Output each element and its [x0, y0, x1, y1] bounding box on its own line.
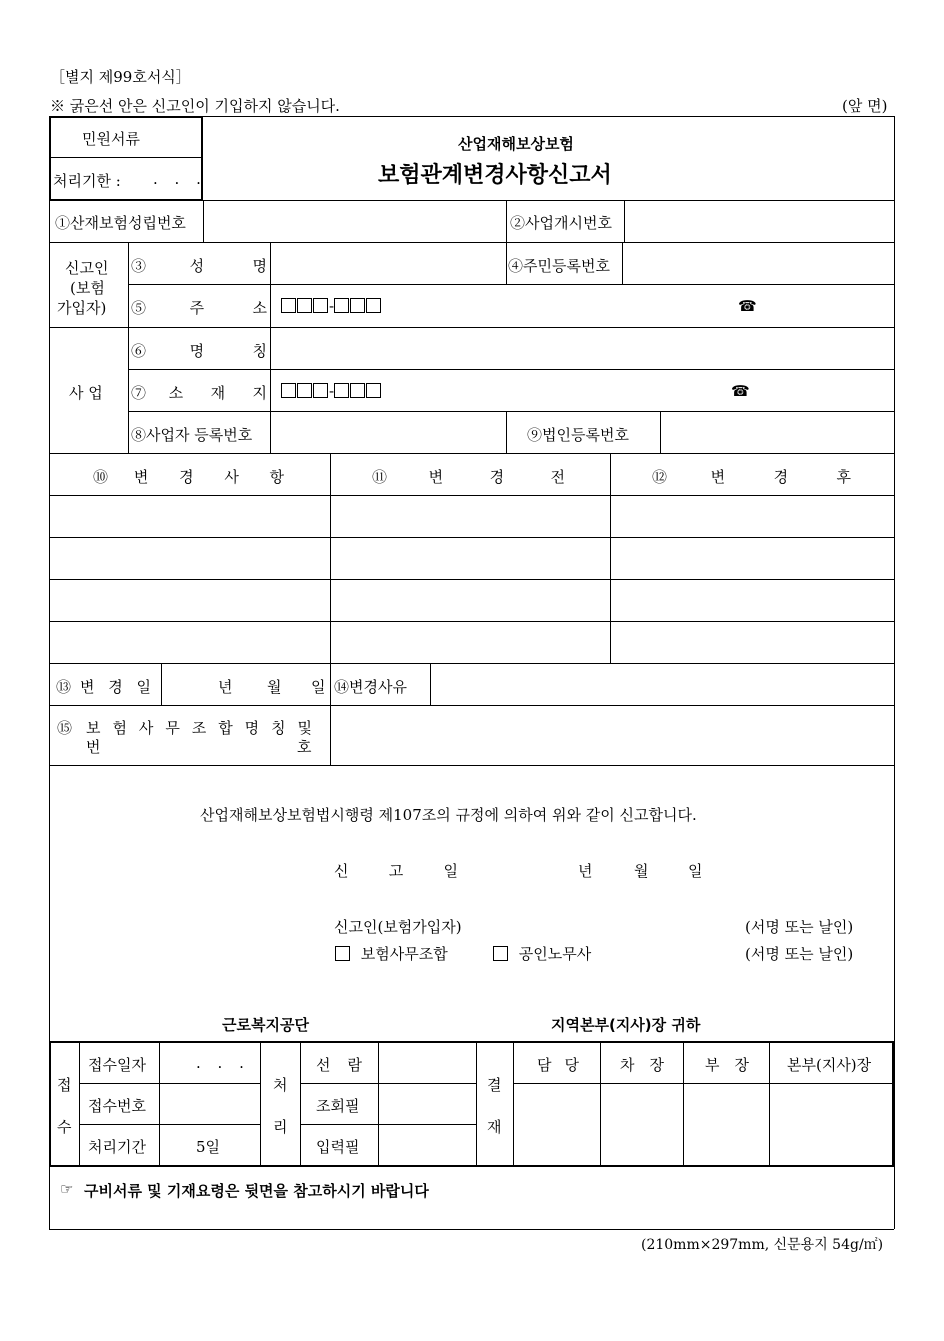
receipt-date-label: 접수일자	[88, 1056, 146, 1074]
reporter-signer-label: 신고인(보험가입자)	[334, 918, 462, 936]
receipt-label-b: 수	[57, 1118, 72, 1136]
business-name-label: ⑥명 칭	[131, 342, 267, 360]
after-change-cell[interactable]	[612, 498, 892, 535]
inquiry-done-label: 조회필	[316, 1097, 360, 1115]
insurance-number-label: ①산재보험성립번호	[55, 214, 186, 232]
approval-label-a: 결	[487, 1076, 502, 1094]
insurance-number-field[interactable]	[205, 202, 504, 240]
receipt-label-a: 접	[57, 1076, 72, 1094]
report-date-label: 신 고 일	[334, 862, 458, 880]
after-change-cell[interactable]	[612, 624, 892, 661]
change-item-header: ⑩변 경 사 항	[93, 468, 284, 486]
processing-period-value: 5일	[196, 1138, 221, 1156]
change-row	[49, 538, 894, 579]
union-number-label-b: 호	[297, 738, 312, 756]
resident-number-label: ④주민등록번호	[508, 257, 610, 275]
union-number-label-a: 번	[86, 738, 101, 756]
receipt-number-label: 접수번호	[88, 1097, 146, 1115]
corporate-registration-label: ⑨법인등록번호	[527, 426, 629, 444]
report-year-label: 년	[578, 862, 593, 880]
signature-note: (서명 또는 날인)	[745, 918, 854, 936]
change-date-label: ⑬변 경 일	[56, 678, 151, 696]
process-label-b: 리	[273, 1118, 288, 1136]
addressee: 지역본부(지사)장 귀하	[551, 1016, 701, 1034]
postcode-box	[281, 298, 296, 313]
after-change-header: ⑫변 경 후	[652, 468, 851, 486]
postcode-separator: -	[329, 382, 335, 400]
option-insurance-union[interactable]	[335, 943, 448, 964]
declaration-text: 산업재해보상보험법시행령 제107조의 규정에 의하여 위와 같이 신고합니다.	[200, 806, 697, 824]
change-reason-field[interactable]	[432, 665, 892, 703]
business-group-label: 사 업	[69, 384, 103, 402]
business-registration-label: ⑧사업자 등록번호	[131, 426, 253, 444]
deadline-dots[interactable]: . . .	[153, 170, 207, 188]
change-item-cell[interactable]	[51, 624, 329, 661]
change-year-label: 년	[218, 678, 233, 696]
business-start-number-label: ②사업개시번호	[510, 214, 612, 232]
postcode-box	[281, 383, 296, 398]
union-name-field[interactable]	[332, 707, 892, 763]
postcode-box	[334, 298, 349, 313]
postcode-box	[313, 383, 328, 398]
report-day-label: 일	[688, 862, 703, 880]
organization-name: 근로복지공단	[222, 1016, 309, 1034]
phone-icon: ☎	[738, 297, 757, 315]
phone-icon: ☎	[731, 382, 750, 400]
after-change-cell[interactable]	[612, 540, 892, 577]
review-label: 선 람	[316, 1056, 362, 1074]
receipt-date-dots[interactable]: . . .	[196, 1054, 250, 1072]
postcode-box	[297, 298, 312, 313]
resident-number-field[interactable]	[624, 244, 892, 282]
reporter-group-label-2: (보험	[70, 279, 105, 297]
business-registration-field[interactable]	[272, 413, 504, 451]
option-label: 공인노무사	[518, 945, 592, 963]
union-number-marker: ⑮	[57, 719, 73, 737]
change-row	[49, 622, 894, 663]
approver-deputy: 차 장	[620, 1056, 664, 1074]
change-reason-label: ⑭변경사유	[334, 678, 407, 696]
name-label: ③성 명	[131, 257, 267, 275]
business-start-number-field[interactable]	[626, 202, 892, 240]
page-title: 보험관계변경사항신고서	[378, 162, 612, 188]
form-subtitle: 산업재해보상보험	[458, 135, 574, 153]
change-row	[49, 496, 894, 537]
address-label: ⑤주 소	[131, 299, 267, 317]
before-change-cell[interactable]	[332, 624, 610, 661]
hand-pointer-icon: ☞	[60, 1180, 74, 1198]
process-label-a: 처	[273, 1076, 288, 1094]
approver-head: 본부(지사)장	[787, 1056, 872, 1074]
signature-note: (서명 또는 날인)	[745, 945, 854, 963]
after-change-cell[interactable]	[612, 582, 892, 619]
before-change-cell[interactable]	[332, 498, 610, 535]
location-label: ⑦소 재 지	[131, 384, 267, 402]
paper-spec: (210mm×297mm, 신문용지 54g/㎡)	[641, 1237, 884, 1253]
report-month-label: 월	[634, 862, 649, 880]
postcode-box	[297, 383, 312, 398]
processing-period-label: 처리기간	[88, 1138, 146, 1156]
reference-note: 구비서류 및 기재요령은 뒷면을 참고하시기 바랍니다	[84, 1182, 429, 1200]
postcode-box	[313, 298, 328, 313]
name-field[interactable]	[272, 244, 504, 282]
postcode-separator: -	[329, 297, 335, 315]
postcode-box	[366, 298, 381, 313]
change-month-label: 월	[267, 678, 282, 696]
postcode-box	[350, 383, 365, 398]
reporter-group-label-1: 신고인	[65, 259, 109, 277]
civil-documents-label: 민원서류	[82, 130, 140, 148]
business-name-field[interactable]	[272, 329, 892, 367]
change-item-cell[interactable]	[51, 540, 329, 577]
postcode-box	[334, 383, 349, 398]
change-item-cell[interactable]	[51, 498, 329, 535]
change-day-label: 일	[311, 678, 326, 696]
corporate-registration-field[interactable]	[662, 413, 892, 451]
change-row	[49, 580, 894, 621]
option-label: 보험사무조합	[360, 945, 448, 963]
receipt-number-field[interactable]	[161, 1085, 259, 1123]
reporter-group-label-3: 가입자)	[57, 299, 107, 317]
union-name-label: 보 험 사 무 조 합 명 칭 및	[86, 719, 312, 737]
checkbox[interactable]	[335, 946, 350, 961]
page-side: (앞 면)	[842, 97, 888, 115]
location-postcode[interactable]	[281, 382, 382, 400]
change-item-cell[interactable]	[51, 582, 329, 619]
before-change-cell[interactable]	[332, 540, 610, 577]
before-change-header: ⑪변 경 전	[372, 468, 565, 486]
option-labor-attorney[interactable]	[493, 943, 591, 964]
input-done-label: 입력필	[316, 1138, 360, 1156]
postcode-box	[350, 298, 365, 313]
deadline-label: 처리기한 :	[53, 172, 121, 190]
address-postcode[interactable]	[281, 297, 382, 315]
approver-in-charge: 담 당	[537, 1056, 579, 1074]
checkbox[interactable]	[493, 946, 508, 961]
approver-manager: 부 장	[705, 1056, 749, 1074]
form-number: ［별지 제99호서식］	[50, 68, 191, 86]
before-change-cell[interactable]	[332, 582, 610, 619]
postcode-box	[366, 383, 381, 398]
approval-label-b: 재	[487, 1118, 502, 1136]
instruction-note: ※ 굵은선 안은 신고인이 기입하지 않습니다.	[50, 97, 340, 115]
